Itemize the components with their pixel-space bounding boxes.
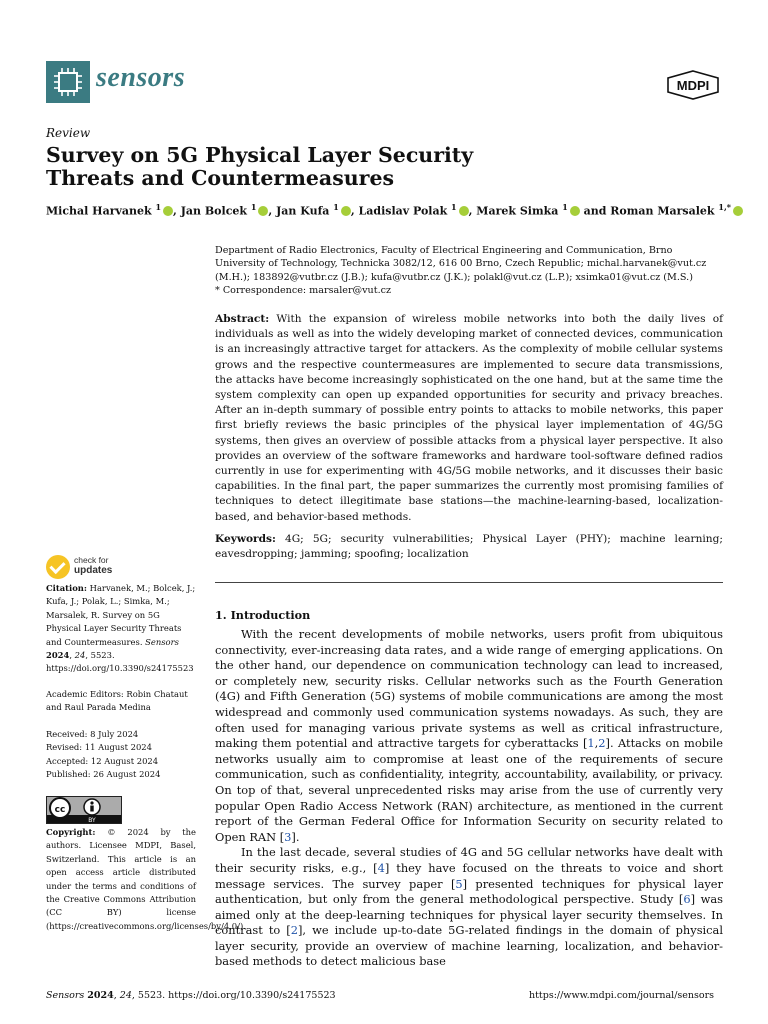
author-separator: , — [173, 204, 181, 218]
section-heading: 1. Introduction — [215, 608, 311, 622]
author-name: Roman Marsalek — [610, 204, 719, 218]
author-name: Michal Harvanek — [46, 204, 156, 218]
copyright-text: © 2024 by the authors. Licensee MDPI, Basel, Switzerland. This article is an open access article distributed under the terms and conditions of the Creative Commons Attribution (CC BY) license (https://creativecommons.org/licenses/by/4.0/). — [46, 827, 246, 931]
citation-year: 2024 — [46, 650, 70, 661]
orcid-icon[interactable] — [341, 206, 351, 216]
author-list — [46, 202, 746, 218]
ref-link-2[interactable]: 2 — [598, 736, 606, 751]
check-updates-line1: check for — [74, 555, 109, 565]
citation-volume: 24 — [74, 650, 86, 661]
ref-link-3[interactable]: 3 — [284, 829, 292, 844]
keywords-text: 4G; 5G; security vulnerabilities; Physical Layer (PHY); machine learning; eavesdropping; jamming; spoofing; localization — [215, 533, 723, 561]
footer-journal-url[interactable]: https://www.mdpi.com/journal/sensors — [529, 990, 715, 1001]
author-name: Jan Bolcek — [180, 204, 251, 218]
citation-journal: Sensors — [145, 636, 179, 647]
affiliation — [215, 244, 725, 298]
copyright — [46, 826, 246, 933]
intro-paragraph-2: In the last decade, several studies of 4G and 5G cellular networks have dealt with their security risks, e.g., [4] they have focused on the threats to voice and short message services. The survey paper [5] presented techniques for physical layer authentication, but only from the general methodological perspective. Study [6] was aimed only at the deep-learning techniques for physical layer security themselves. In contrast to [2], we include up-to-date 5G-related findings in the domain of physical layer security, provide an overview of machine learning, localization, and behavior-based methods to detect malicious base — [215, 845, 723, 969]
ref-link-5[interactable]: 5 — [455, 876, 463, 891]
keywords-label: Keywords: — [215, 533, 276, 545]
article-title: Survey on 5G Physical Layer Security Threats and Countermeasures — [46, 143, 474, 190]
orcid-icon[interactable] — [733, 206, 743, 216]
correspondence: * Correspondence: marsaler@vut.cz — [215, 285, 392, 297]
check-updates-line2: updates — [74, 565, 113, 576]
journal-name[interactable]: sensors — [96, 62, 186, 93]
ref-link-2b[interactable]: 2 — [290, 923, 298, 938]
author-affiliation-mark: 1 — [250, 202, 257, 212]
journal-logo — [46, 61, 90, 103]
author-affiliation-mark: 1,* — [718, 202, 731, 212]
divider — [215, 582, 723, 583]
keywords — [215, 532, 723, 562]
ref-link-1[interactable]: 1 — [587, 736, 595, 751]
author-separator: , — [268, 204, 277, 218]
mdpi-logo-icon — [666, 70, 720, 100]
citation: Citation: Harvanek, M.; Bolcek, J.; Kufa, J.; Polak, L.; Simka, M.; Marsalek, R. Survey on 5G Physical Layer Security Threats and Countermeasures. Sensors 2024, 24, 5523. https://doi.org/10.3390/s24175523 — [46, 583, 196, 674]
publisher-logo[interactable] — [666, 70, 720, 100]
check-updates-badge[interactable] — [46, 554, 166, 580]
date-revised: Revised: 11 August 2024 — [46, 742, 152, 753]
author-affiliation-mark: 1 — [333, 202, 339, 212]
author-separator: , — [350, 204, 359, 218]
chip-icon — [46, 61, 90, 103]
date-published: Published: 26 August 2024 — [46, 769, 161, 780]
introduction-body — [215, 627, 723, 970]
cc-by-label: BY — [88, 817, 96, 823]
author-name: Jan Kufa — [276, 204, 334, 218]
ref-link-4[interactable]: 4 — [377, 860, 385, 875]
publisher-name: MDPI — [676, 78, 710, 93]
abstract-label: Abstract: — [215, 313, 270, 325]
ref-link-6[interactable]: 6 — [683, 892, 691, 907]
abstract-text: With the expansion of wireless mobile networks into both the daily lives of individuals as well as into the widely developing market of connected devices, communication is an increasingly attractive target for attackers. As the complexity of mobile cellular systems grows and the respective countermeasures are implemented to secure data transmissions, the attacks have become increasingly sophisticated on the one hand, but at the same time the system complexity can open up expanded opportunities for security and privacy breaches. After an in-depth summary of possible entry points to attacks to mobile networks, this paper first briefly reviews the basic principles of the physical layer implementation of 4G/5G systems, then gives an overview of possible attacks from a physical layer perspective. It also provides an overview of the software frameworks and hardware tool-software defined radios currently in use for experimenting with 4G/5G mobile networks, and it discusses their basic capabilities. In the final part, the paper summarizes the currently most promising families of techniques to detect illegitimate base stations—the machine-learning-based, localization-based, and behavior-based methods. — [215, 313, 724, 523]
citation-text: Harvanek, M.; Bolcek, J.; Kufa, J.; Polak, L.; Simka, M.; Marsalek, R. Survey on 5G Physical Layer Security Threats and Countermeasures. — [46, 583, 196, 647]
article-dates — [46, 728, 196, 782]
author-name: Ladislav Polak — [358, 204, 452, 218]
footer-year: 2024 — [87, 990, 114, 1001]
abstract — [215, 312, 723, 525]
footer-journal: Sensors — [46, 990, 85, 1001]
author-affiliation-mark: 1 — [562, 202, 568, 212]
footer-doi[interactable]: , 5523. https://doi.org/10.3390/s24175523 — [131, 990, 336, 1001]
affiliation-text: Department of Radio Electronics, Faculty of Electrical Engineering and Communication, Brno University of Technology, Technicka 3082/12, 616 00 Brno, Czech Republic; michal.harvanek@vut.cz (M.H.); 183892@vutbr.cz (J.B.); kufa@vutbr.cz (J.K.); polakl@vut.cz (L.P.); xsimka01@vut.cz (M.S.) — [215, 245, 707, 283]
author-separator: , — [468, 204, 477, 218]
author-affiliation-mark: 1 — [451, 202, 457, 212]
editors-label: Academic Editors: — [46, 689, 124, 699]
intro-paragraph-1: With the recent developments of mobile networks, users profit from ubiquitous connectivity, ever-increasing data rates, and a wide range of emerging applications. On the other hand, our dependence on communication technology can lead to increased, or completely new, security risks. Cellular networks such as the Fourth Generation (4G) and Fifth Generation (5G) systems of mobile communications are among the most widespread and commonly used communication systems nowadays. As such, they are often used for managing various private systems as well as critical infrastructure, making them potential and attractive targets for cyberattacks [1,2]. Attacks on mobile networks usually aim to compromise at least one of the requirements of secure communication, such as confidentiality, integrity, accountability, availability, or privacy. On top of that, several unprecedented risks may arise from the use of currently very popular Open Radio Access Network (RAN) architecture, as mentioned in the current report of the German Federal Office for Information Security on security related to Open RAN [3]. — [215, 627, 723, 844]
svg-text:cc: cc — [54, 805, 66, 815]
orcid-icon[interactable] — [570, 206, 580, 216]
author-affiliation-mark: 1 — [155, 202, 162, 212]
academic-editors — [46, 688, 196, 715]
citation-doi[interactable]: 5523. https://doi.org/10.3390/s24175523 — [46, 650, 194, 674]
orcid-icon[interactable] — [459, 206, 469, 216]
citation-label: Citation: — [46, 583, 87, 593]
copyright-label: Copyright: — [46, 827, 96, 837]
cc-by-license-badge[interactable] — [46, 796, 122, 824]
author-separator: and — [579, 204, 611, 218]
creative-commons-icon — [47, 797, 121, 823]
footer-volume: 24 — [119, 990, 132, 1001]
date-accepted: Accepted: 12 August 2024 — [46, 755, 159, 766]
orcid-icon[interactable] — [163, 206, 173, 216]
footer-citation: Sensors 2024, 24, 5523. https://doi.org/10.3390/s24175523 — [46, 990, 336, 1001]
check-icon — [46, 555, 70, 579]
date-received: Received: 8 July 2024 — [46, 729, 139, 739]
author-name: Marek Simka — [476, 204, 563, 218]
orcid-icon[interactable] — [258, 206, 268, 216]
editors-names: Robin Chataut and Raul Parada Medina — [46, 689, 188, 713]
article-type: Review — [46, 126, 91, 140]
